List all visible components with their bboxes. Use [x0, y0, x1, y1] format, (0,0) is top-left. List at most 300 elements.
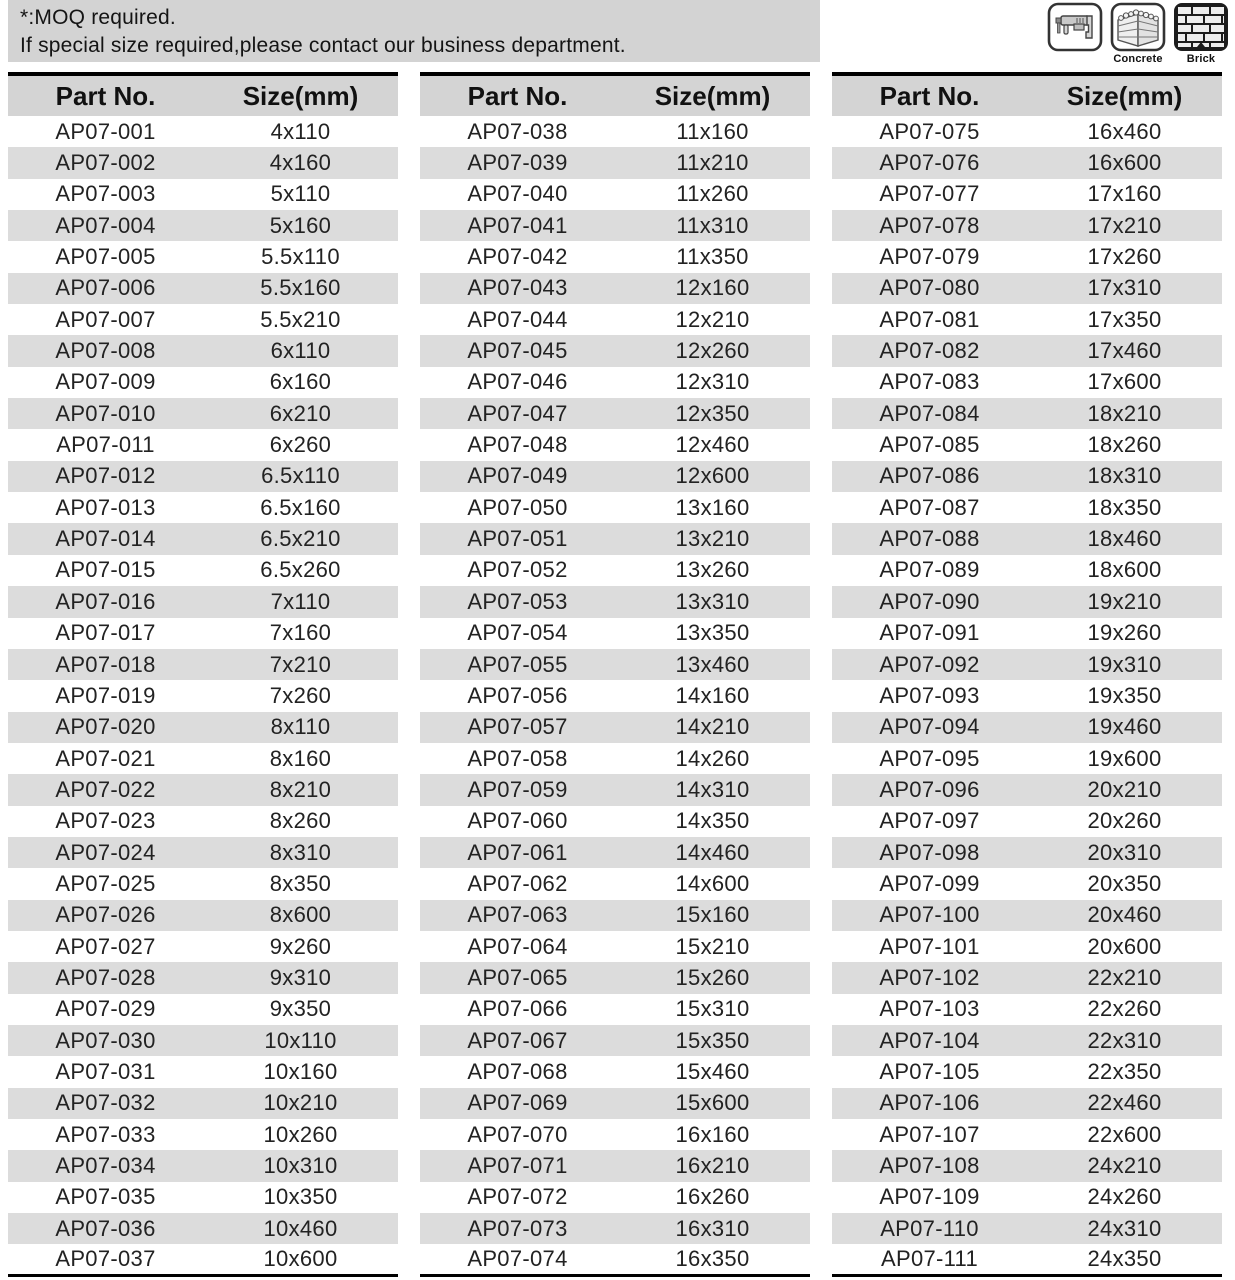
table-row — [420, 1025, 810, 1056]
table-row — [8, 1056, 398, 1087]
size-cell: 6x160 — [269, 369, 332, 395]
table-row — [8, 429, 398, 460]
part-no-cell: AP07-086 — [832, 461, 1027, 492]
table-row — [8, 179, 398, 210]
header-row — [420, 74, 810, 116]
table-row — [8, 680, 398, 711]
part-no-cell: AP07-087 — [879, 494, 980, 520]
size-cell: 19x350 — [1087, 682, 1162, 708]
part-no-cell: AP07-105 — [879, 1058, 980, 1084]
part-no-cell: AP07-080 — [832, 273, 1027, 304]
part-no-cell: AP07-055 — [420, 649, 615, 680]
size-cell: 4x110 — [270, 118, 331, 144]
size-cell: 18x600 — [1087, 557, 1162, 583]
table-row — [832, 179, 1222, 210]
hammer-drill-icon-block — [1047, 2, 1103, 65]
table-row — [420, 618, 810, 649]
table-row — [832, 1213, 1222, 1244]
table-row — [832, 429, 1222, 460]
size-cell: 22x310 — [1027, 1025, 1222, 1056]
part-no-cell: AP07-009 — [55, 369, 156, 395]
size-cell: 13x460 — [615, 649, 810, 680]
column-header-part-no: Part No. — [8, 74, 203, 116]
part-no-cell: AP07-003 — [55, 181, 156, 207]
size-cell: 18x350 — [1087, 494, 1162, 520]
table-row — [832, 241, 1222, 272]
parts-tables — [8, 72, 1235, 1277]
part-no-cell: AP07-023 — [55, 808, 156, 834]
table-row — [420, 931, 810, 962]
part-no-cell: AP07-036 — [8, 1213, 203, 1244]
size-cell: 15x160 — [615, 900, 810, 931]
column-header-part-no: Part No. — [832, 74, 1027, 116]
size-cell: 9x310 — [203, 962, 398, 993]
table-row — [8, 461, 398, 492]
part-no-cell: AP07-049 — [420, 461, 615, 492]
size-cell: 16x260 — [675, 1184, 750, 1210]
size-cell: 6.5x260 — [260, 557, 341, 583]
part-no-cell: AP07-046 — [467, 369, 568, 395]
part-no-cell: AP07-001 — [55, 118, 156, 144]
part-no-cell: AP07-024 — [8, 837, 203, 868]
table-row — [8, 273, 398, 304]
table-row — [420, 398, 810, 429]
table-row — [420, 1213, 810, 1244]
size-cell: 19x600 — [1087, 745, 1162, 771]
part-no-cell: AP07-013 — [55, 494, 156, 520]
table-row — [832, 649, 1222, 680]
table-row — [832, 1182, 1222, 1213]
part-no-cell: AP07-058 — [467, 745, 568, 771]
size-cell: 18x460 — [1027, 523, 1222, 554]
size-cell: 11x260 — [676, 181, 749, 207]
size-cell: 5.5x210 — [260, 306, 341, 332]
part-no-cell: AP07-073 — [420, 1213, 615, 1244]
size-cell: 18x210 — [1027, 398, 1222, 429]
size-cell: 16x600 — [1027, 147, 1222, 178]
table-row — [8, 743, 398, 774]
table-row — [420, 492, 810, 523]
table-row — [420, 994, 810, 1025]
size-cell: 8x260 — [269, 808, 332, 834]
table-row — [8, 398, 398, 429]
part-no-cell: AP07-014 — [8, 523, 203, 554]
size-cell: 18x310 — [1027, 461, 1222, 492]
size-cell: 4x160 — [203, 147, 398, 178]
table-row — [8, 649, 398, 680]
size-cell: 19x260 — [1087, 620, 1162, 646]
table-row — [8, 900, 398, 931]
part-no-cell: AP07-062 — [467, 870, 568, 896]
column-header-part-no: Part No. — [420, 74, 615, 116]
size-cell: 15x210 — [675, 933, 750, 959]
table-row — [832, 994, 1222, 1025]
part-no-cell: AP07-067 — [420, 1025, 615, 1056]
table-row — [8, 586, 398, 617]
size-cell: 19x210 — [1027, 586, 1222, 617]
size-cell: 24x210 — [1027, 1150, 1222, 1181]
part-no-cell: AP07-032 — [8, 1088, 203, 1119]
size-cell: 10x110 — [203, 1025, 398, 1056]
size-cell: 8x310 — [203, 837, 398, 868]
table-row — [420, 210, 810, 241]
table-row — [420, 523, 810, 554]
size-cell: 13x210 — [615, 523, 810, 554]
table-row — [832, 931, 1222, 962]
table-row — [8, 837, 398, 868]
concrete-icon-label: Concrete — [1113, 53, 1163, 65]
part-no-cell: AP07-027 — [55, 933, 156, 959]
size-cell: 5.5x110 — [261, 244, 340, 270]
table-row — [832, 806, 1222, 837]
part-no-cell: AP07-097 — [879, 808, 980, 834]
size-cell: 7x260 — [269, 682, 332, 708]
size-cell: 22x350 — [1087, 1058, 1162, 1084]
size-cell: 7x110 — [203, 586, 398, 617]
table-row — [420, 461, 810, 492]
part-no-cell: AP07-018 — [8, 649, 203, 680]
part-no-cell: AP07-054 — [467, 620, 568, 646]
table-row — [832, 523, 1222, 554]
table-row — [832, 367, 1222, 398]
table-row — [420, 743, 810, 774]
table-row — [420, 335, 810, 366]
table-row — [8, 116, 398, 147]
size-cell: 14x210 — [615, 712, 810, 743]
part-no-cell: AP07-038 — [467, 118, 568, 144]
size-cell: 5.5x160 — [203, 273, 398, 304]
size-cell: 15x600 — [615, 1088, 810, 1119]
part-no-cell: AP07-020 — [8, 712, 203, 743]
size-cell: 14x160 — [675, 682, 750, 708]
size-cell: 16x160 — [675, 1121, 750, 1147]
part-no-cell: AP07-090 — [832, 586, 1027, 617]
part-no-cell: AP07-010 — [8, 398, 203, 429]
table-row — [8, 994, 398, 1025]
table-row — [8, 523, 398, 554]
part-no-cell: AP07-048 — [467, 432, 568, 458]
size-cell: 12x460 — [675, 432, 750, 458]
table-row — [420, 147, 810, 178]
size-cell: 18x260 — [1087, 432, 1162, 458]
size-cell: 6x260 — [269, 432, 332, 458]
table-row — [8, 962, 398, 993]
part-no-cell: AP07-081 — [879, 306, 980, 332]
part-no-cell: AP07-101 — [879, 933, 980, 959]
size-cell: 22x210 — [1027, 962, 1222, 993]
size-cell: 11x210 — [615, 147, 810, 178]
part-no-cell: AP07-030 — [8, 1025, 203, 1056]
size-cell: 8x210 — [203, 774, 398, 805]
part-no-cell: AP07-070 — [467, 1121, 568, 1147]
part-no-cell: AP07-077 — [879, 181, 980, 207]
table-row — [420, 116, 810, 147]
table-row — [420, 273, 810, 304]
part-no-cell: AP07-071 — [420, 1150, 615, 1181]
table-row — [420, 304, 810, 335]
table-row — [420, 806, 810, 837]
part-no-cell: AP07-111 — [881, 1246, 978, 1272]
table-row — [832, 837, 1222, 868]
table-row — [832, 1119, 1222, 1150]
table-row — [832, 116, 1222, 147]
table-row — [8, 806, 398, 837]
part-no-cell: AP07-083 — [879, 369, 980, 395]
moq-note-line1: *:MOQ required. — [20, 6, 176, 29]
table-row — [8, 774, 398, 805]
part-no-cell: AP07-099 — [879, 870, 980, 896]
size-cell: 17x350 — [1087, 306, 1162, 332]
part-no-cell: AP07-107 — [879, 1121, 980, 1147]
table-row — [8, 1025, 398, 1056]
part-no-cell: AP07-034 — [8, 1150, 203, 1181]
size-cell: 24x350 — [1087, 1246, 1162, 1272]
part-no-cell: AP07-096 — [832, 774, 1027, 805]
table-row — [832, 1056, 1222, 1087]
part-no-cell: AP07-029 — [55, 996, 156, 1022]
table-row — [8, 304, 398, 335]
table-row — [8, 241, 398, 272]
table-row — [8, 868, 398, 899]
size-cell: 24x310 — [1027, 1213, 1222, 1244]
table-row — [420, 868, 810, 899]
part-no-cell: AP07-045 — [420, 335, 615, 366]
table-row — [8, 492, 398, 523]
part-no-cell: AP07-072 — [467, 1184, 568, 1210]
size-cell: 15x460 — [675, 1058, 750, 1084]
size-cell: 13x160 — [675, 494, 750, 520]
table-row — [420, 555, 810, 586]
part-no-cell: AP07-051 — [420, 523, 615, 554]
table-row — [832, 304, 1222, 335]
table-row — [420, 649, 810, 680]
size-cell: 12x210 — [675, 306, 750, 332]
table-row — [420, 586, 810, 617]
part-no-cell: AP07-108 — [832, 1150, 1027, 1181]
size-cell: 8x160 — [269, 745, 332, 771]
part-no-cell: AP07-106 — [832, 1088, 1027, 1119]
part-no-cell: AP07-006 — [8, 273, 203, 304]
size-cell: 11x160 — [676, 118, 749, 144]
size-cell: 14x310 — [615, 774, 810, 805]
part-no-cell: AP07-109 — [879, 1184, 980, 1210]
part-no-cell: AP07-094 — [832, 712, 1027, 743]
part-no-cell: AP07-037 — [55, 1246, 156, 1272]
part-no-cell: AP07-015 — [55, 557, 156, 583]
table-row — [8, 618, 398, 649]
moq-note — [8, 0, 820, 62]
part-no-cell: AP07-040 — [467, 181, 568, 207]
table-row — [832, 712, 1222, 743]
part-no-cell: AP07-074 — [467, 1246, 568, 1272]
part-no-cell: AP07-005 — [55, 244, 156, 270]
size-cell: 11x350 — [676, 244, 749, 270]
part-no-cell: AP07-004 — [8, 210, 203, 241]
size-cell: 15x260 — [615, 962, 810, 993]
column-header-size: Size(mm) — [615, 74, 810, 116]
table-row — [8, 1150, 398, 1181]
size-cell: 22x260 — [1087, 996, 1162, 1022]
part-no-cell: AP07-044 — [467, 306, 568, 332]
size-cell: 15x350 — [615, 1025, 810, 1056]
table-row — [8, 1088, 398, 1119]
table-row — [8, 1119, 398, 1150]
size-cell: 10x210 — [203, 1088, 398, 1119]
size-cell: 17x460 — [1027, 335, 1222, 366]
part-no-cell: AP07-007 — [55, 306, 156, 332]
parts-table-2 — [420, 72, 810, 1277]
table-row — [832, 335, 1222, 366]
application-icons — [1047, 2, 1229, 65]
table-row — [832, 210, 1222, 241]
part-no-cell: AP07-061 — [420, 837, 615, 868]
size-cell: 14x460 — [615, 837, 810, 868]
table-row — [420, 1056, 810, 1087]
size-cell: 16x460 — [1087, 118, 1162, 144]
part-no-cell: AP07-002 — [8, 147, 203, 178]
part-no-cell: AP07-091 — [879, 620, 980, 646]
part-no-cell: AP07-022 — [8, 774, 203, 805]
size-cell: 10x350 — [263, 1184, 338, 1210]
part-no-cell: AP07-043 — [420, 273, 615, 304]
table-row — [832, 962, 1222, 993]
part-no-cell: AP07-021 — [55, 745, 156, 771]
parts-table-3 — [832, 72, 1222, 1277]
size-cell: 8x110 — [203, 712, 398, 743]
size-cell: 9x260 — [269, 933, 332, 959]
table-row — [832, 586, 1222, 617]
size-cell: 10x600 — [263, 1246, 338, 1272]
size-cell: 9x350 — [269, 996, 332, 1022]
part-no-cell: AP07-089 — [879, 557, 980, 583]
size-cell: 14x600 — [675, 870, 750, 896]
part-no-cell: AP07-065 — [420, 962, 615, 993]
part-no-cell: AP07-008 — [8, 335, 203, 366]
size-cell: 19x460 — [1027, 712, 1222, 743]
size-cell: 20x460 — [1027, 900, 1222, 931]
column-header-size: Size(mm) — [203, 74, 398, 116]
table-row — [832, 618, 1222, 649]
part-no-cell: AP07-069 — [420, 1088, 615, 1119]
size-cell: 7x210 — [203, 649, 398, 680]
size-cell: 20x210 — [1027, 774, 1222, 805]
table-row — [420, 367, 810, 398]
table-row — [832, 680, 1222, 711]
table-row — [832, 147, 1222, 178]
size-cell: 17x260 — [1087, 244, 1162, 270]
part-no-cell: AP07-064 — [467, 933, 568, 959]
part-no-cell: AP07-085 — [879, 432, 980, 458]
part-no-cell: AP07-068 — [467, 1058, 568, 1084]
size-cell: 17x160 — [1087, 181, 1162, 207]
part-no-cell: AP07-075 — [879, 118, 980, 144]
table-row — [420, 837, 810, 868]
size-cell: 6.5x210 — [203, 523, 398, 554]
part-no-cell: AP07-063 — [420, 900, 615, 931]
part-no-cell: AP07-078 — [832, 210, 1027, 241]
part-no-cell: AP07-098 — [832, 837, 1027, 868]
part-no-cell: AP07-110 — [832, 1213, 1027, 1244]
size-cell: 13x350 — [675, 620, 750, 646]
part-no-cell: AP07-047 — [420, 398, 615, 429]
size-cell: 6.5x160 — [260, 494, 341, 520]
size-cell: 22x460 — [1027, 1088, 1222, 1119]
part-no-cell: AP07-019 — [55, 682, 156, 708]
part-no-cell: AP07-079 — [879, 244, 980, 270]
size-cell: 20x600 — [1087, 933, 1162, 959]
size-cell: 7x160 — [269, 620, 332, 646]
table-row — [8, 712, 398, 743]
size-cell: 8x600 — [203, 900, 398, 931]
table-row — [832, 1244, 1222, 1275]
size-cell: 16x210 — [615, 1150, 810, 1181]
size-cell: 15x310 — [675, 996, 750, 1022]
brick-icon-block — [1173, 2, 1229, 65]
size-cell: 12x160 — [615, 273, 810, 304]
part-no-cell: AP07-104 — [832, 1025, 1027, 1056]
table-row — [420, 774, 810, 805]
brick-icon-label: Brick — [1186, 53, 1216, 65]
size-cell: 5x160 — [203, 210, 398, 241]
table-row — [832, 398, 1222, 429]
size-cell: 22x600 — [1087, 1121, 1162, 1147]
size-cell: 19x310 — [1027, 649, 1222, 680]
table-row — [832, 774, 1222, 805]
table-row — [420, 1119, 810, 1150]
part-no-cell: AP07-056 — [467, 682, 568, 708]
part-no-cell: AP07-093 — [879, 682, 980, 708]
part-no-cell: AP07-095 — [879, 745, 980, 771]
size-cell: 14x260 — [675, 745, 750, 771]
table-row — [8, 367, 398, 398]
column-header-size: Size(mm) — [1027, 74, 1222, 116]
size-cell: 6.5x110 — [203, 461, 398, 492]
table-row — [832, 900, 1222, 931]
size-cell: 17x210 — [1027, 210, 1222, 241]
table-row — [8, 1182, 398, 1213]
part-no-cell: AP07-059 — [420, 774, 615, 805]
size-cell: 17x600 — [1087, 369, 1162, 395]
size-cell: 6x110 — [203, 335, 398, 366]
part-no-cell: AP07-102 — [832, 962, 1027, 993]
table-row — [8, 1213, 398, 1244]
table-row — [832, 868, 1222, 899]
table-row — [8, 555, 398, 586]
table-row — [8, 210, 398, 241]
hammer-drill-icon — [1047, 2, 1103, 52]
part-no-cell: AP07-088 — [832, 523, 1027, 554]
part-no-cell: AP07-026 — [8, 900, 203, 931]
size-cell: 10x310 — [203, 1150, 398, 1181]
size-cell: 20x260 — [1087, 808, 1162, 834]
table-row — [420, 900, 810, 931]
size-cell: 12x600 — [615, 461, 810, 492]
table-row — [8, 335, 398, 366]
table-row — [832, 743, 1222, 774]
brick-icon — [1173, 2, 1229, 52]
part-no-cell: AP07-092 — [832, 649, 1027, 680]
size-cell: 10x260 — [263, 1121, 338, 1147]
part-no-cell: AP07-028 — [8, 962, 203, 993]
table-row — [420, 962, 810, 993]
concrete-icon — [1110, 2, 1166, 52]
part-no-cell: AP07-076 — [832, 147, 1027, 178]
part-no-cell: AP07-053 — [420, 586, 615, 617]
table-row — [832, 1088, 1222, 1119]
part-no-cell: AP07-057 — [420, 712, 615, 743]
size-cell: 10x460 — [203, 1213, 398, 1244]
table-row — [420, 1088, 810, 1119]
